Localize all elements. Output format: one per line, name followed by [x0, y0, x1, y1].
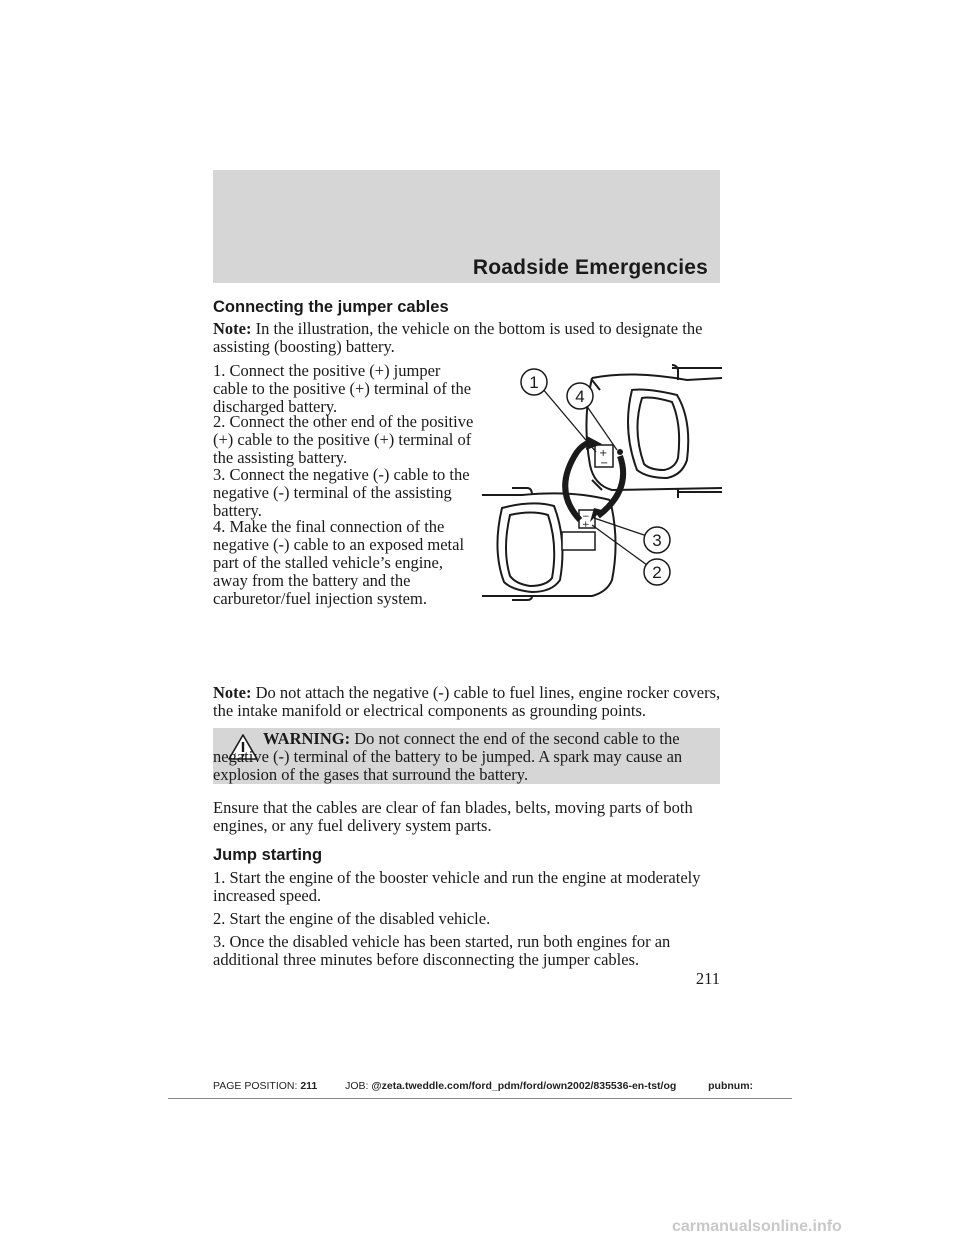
page-position-value: 211 [300, 1080, 318, 1092]
step-2: 2. Connect the other end of the positive (+) cable to the positive (+) terminal of the assisting battery. [213, 412, 474, 467]
jump-step-2: 2. Start the engine of the disabled vehicle. [213, 909, 491, 928]
pubnum-label: pubnum: [708, 1080, 754, 1092]
note-text: In the illustration, the vehicle on the bottom is used to designate the assisting (boosting) battery. [213, 319, 703, 356]
page-position-label: PAGE POSITION: [213, 1080, 298, 1092]
watermark: carmanualsonline.info [672, 1218, 842, 1235]
heading-connecting: Connecting the jumper cables [213, 298, 449, 316]
note2-label: Note: [213, 683, 252, 702]
page-number: 211 [695, 969, 720, 988]
step-1: 1. Connect the positive (+) jumper cable to the positive (+) terminal of the discharged battery. [213, 361, 472, 416]
jump-step-1: 1. Start the engine of the booster vehicle and run the engine at moderately increased speed. [213, 868, 701, 905]
callout-1: 1 [529, 373, 539, 392]
heading-jump-starting: Jump starting [213, 846, 323, 864]
callout-4: 4 [575, 387, 585, 406]
warning-text [213, 730, 713, 784]
section-title: Roadside Emergencies [472, 256, 708, 279]
note-label: Note: [213, 319, 252, 338]
svg-text:+: + [582, 520, 590, 530]
job-value: @zeta.tweddle.com/ford_pdm/ford/own2002/835536-en-tst/og [371, 1080, 677, 1092]
step-4: 4. Make the final connection of the negative (-) cable to an exposed metal part of the stalled vehicle’s engine, away from the battery and the carburetor/fuel injection system. [213, 517, 465, 608]
ensure-clear-text: Ensure that the cables are clear of fan blades, belts, moving parts of both engines, or any fuel delivery system parts. [213, 798, 693, 835]
note-grounding [213, 684, 723, 720]
jump-step-3: 3. Once the disabled vehicle has been started, run both engines for an additional three minutes before disconnecting the jumper cables. [213, 932, 671, 969]
note2-text: Do not attach the negative (-) cable to fuel lines, engine rocker covers, the intake manifold or electrical components as grounding points. [213, 683, 721, 720]
jumper-cable-diagram [482, 360, 722, 610]
warning-box [213, 728, 720, 784]
section-header-band [213, 170, 720, 283]
svg-text:−: − [582, 512, 590, 522]
footer-job-info [213, 1080, 753, 1092]
callout-2: 2 [652, 563, 662, 582]
step-3: 3. Connect the negative (-) cable to the negative (-) terminal of the assisting battery. [213, 465, 470, 520]
svg-text:+: + [599, 448, 608, 459]
warning-label: WARNING: [263, 729, 351, 748]
callout-3: 3 [652, 531, 662, 550]
note-illustration [213, 320, 723, 356]
footer-divider [168, 1098, 792, 1099]
svg-text:−: − [600, 458, 609, 469]
warning-body: Do not connect the end of the second cable to the negative (-) terminal of the battery to be jumped. A spark may cause an explosion of the gases that surround the battery. [213, 729, 683, 784]
job-label: JOB: [345, 1080, 369, 1092]
